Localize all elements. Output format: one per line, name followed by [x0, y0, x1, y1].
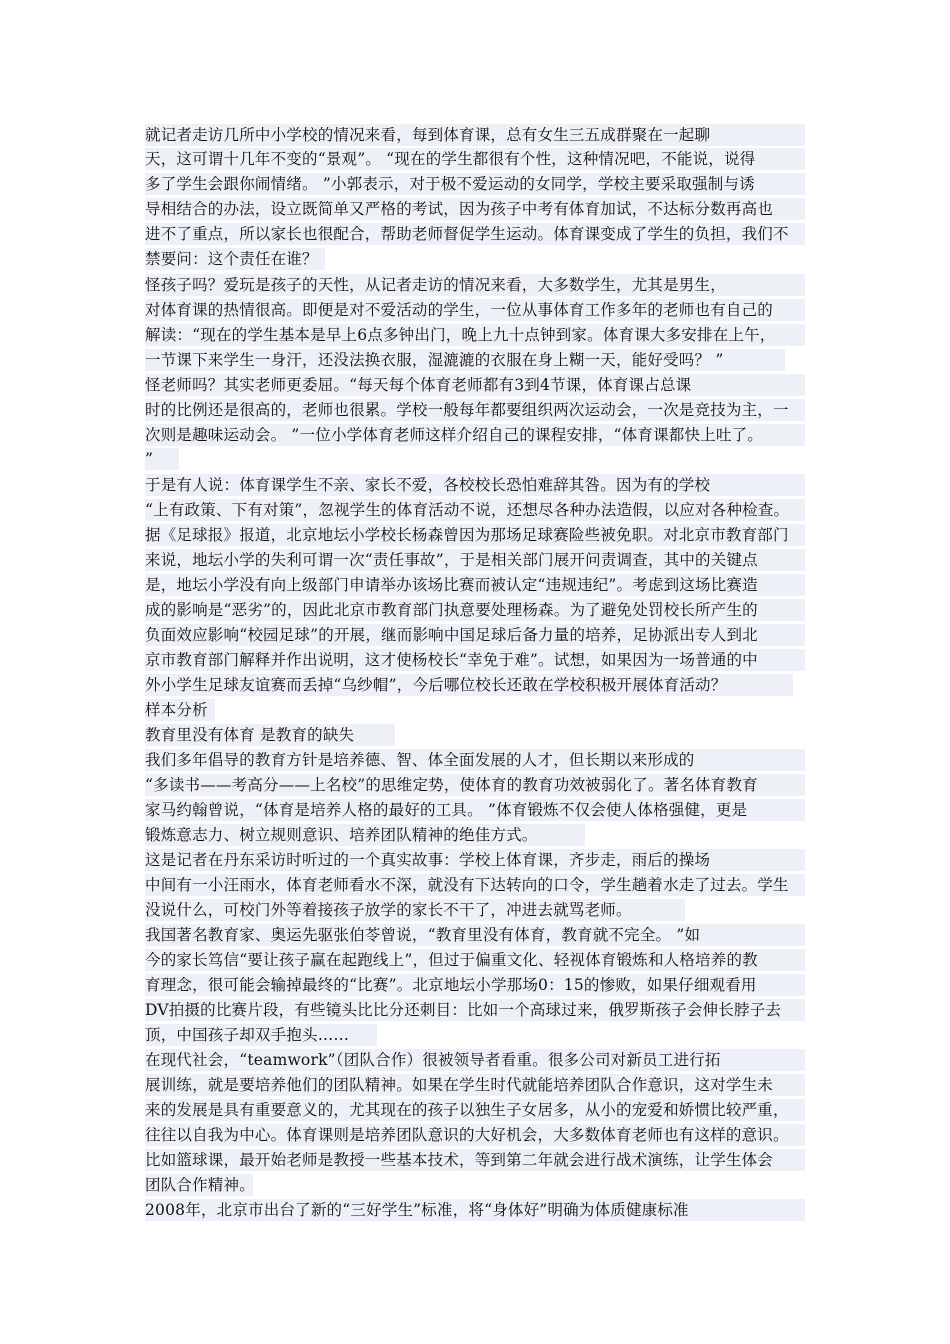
text-line: 来的发展是具有重要意义的，尤其现在的孩子以独生子女居多，从小的宠爱和娇惯比较严重， [145, 1099, 805, 1121]
text-line: 时的比例还是很高的，老师也很累。学校一般每年都要组织两次运动会，一次是竞技为主，一 [145, 399, 805, 421]
text-line: ” [145, 448, 179, 470]
text-line: 我国著名教育家、奥运先驱张伯苓曾说，“教育里没有体育，教育就不完全。 ”如 [145, 924, 805, 946]
text-line: 成的影响是“恶劣”的，因此北京市教育部门执意要处理杨森。为了避免处罚校长所产生的 [145, 599, 805, 621]
text-line: 没说什么，可校门外等着接孩子放学的家长不干了，冲进去就骂老师。 [145, 899, 685, 921]
text-line: 展训练，就是要培养他们的团队精神。如果在学生时代就能培养团队合作意识，这对学生未 [145, 1074, 805, 1096]
text-line: “上有政策、下有对策”，忽视学生的体育活动不说，还想尽各种办法造假，以应对各种检查。 [145, 499, 805, 521]
text-line: 来说，地坛小学的失利可谓一次“责任事故”，于是相关部门展开问责调查，其中的关键点 [145, 549, 805, 571]
text-line: 次则是趣味运动会。 ”一位小学体育老师这样介绍自己的课程安排，“体育课都快上吐了。 [145, 424, 805, 446]
text-line: 对体育课的热情很高。即便是对不爱活动的学生，一位从事体育工作多年的老师也有自己的 [145, 299, 805, 321]
text-line: 育理念，很可能会输掉最终的“比赛”。北京地坛小学那场0：15的惨败，如果仔细观看用 [145, 974, 805, 996]
text-line: 负面效应影响“校园足球”的开展，继而影响中国足球后备力量的培养，足协派出专人到北 [145, 624, 805, 646]
text-line: 2008年，北京市出台了新的“三好学生”标准，将“身体好”明确为体质健康标准 [145, 1199, 805, 1221]
text-line: 外小学生足球友谊赛而丢掉“乌纱帽”，今后哪位校长还敢在学校积极开展体育活动？ [145, 674, 793, 696]
text-line: 锻炼意志力、树立规则意识、培养团队精神的绝佳方式。 [145, 824, 585, 846]
text-line: 我们多年倡导的教育方针是培养德、智、体全面发展的人才，但长期以来形成的 [145, 749, 805, 771]
text-line: 于是有人说：体育课学生不亲、家长不爱，各校校长恐怕难辞其咎。因为有的学校 [145, 474, 805, 496]
text-line: 一节课下来学生一身汗，还没法换衣服，湿漉漉的衣服在身上糊一天，能好受吗？ ” [145, 349, 785, 371]
section-heading: 样本分析 [145, 699, 215, 721]
text-line: 据《足球报》报道，北京地坛小学校长杨森曾因为那场足球赛险些被免职。对北京市教育部门 [145, 524, 805, 546]
text-line: 家马约翰曾说，“体育是培养人格的最好的工具。 ”体育锻炼不仅会使人体格强健，更是 [145, 799, 805, 821]
text-line: 怪孩子吗？爱玩是孩子的天性，从记者走访的情况来看，大多数学生，尤其是男生， [145, 274, 805, 296]
text-line: 中间有一小汪雨水，体育老师看水不深，就没有下达转向的口令，学生趟着水走了过去。学生 [145, 874, 805, 896]
text-line: 多了学生会跟你闹情绪。 ”小郭表示，对于极不爱运动的女同学，学校主要采取强制与诱 [145, 173, 805, 195]
text-line: 是，地坛小学没有向上级部门申请举办该场比赛而被认定“违规违纪”。考虑到这场比赛造 [145, 574, 805, 596]
text-line: 顶，中国孩子却双手抱头…… [145, 1024, 377, 1046]
section-heading: 教育里没有体育 是教育的缺失 [145, 724, 395, 746]
text-line: 今的家长笃信“要让孩子赢在起跑线上”，但过于偏重文化、轻视体育锻炼和人格培养的教 [145, 949, 805, 971]
text-line: 这是记者在丹东采访时听过的一个真实故事：学校上体育课，齐步走，雨后的操场 [145, 849, 805, 871]
text-line: 就记者走访几所中小学校的情况来看，每到体育课，总有女生三五成群聚在一起聊 [145, 124, 805, 146]
text-line: DV拍摄的比赛片段，有些镜头比比分还刺目：比如一个高球过来，俄罗斯孩子会伸长脖子去 [145, 999, 805, 1021]
text-line: 导相结合的办法，设立既简单又严格的考试，因为孩子中考有体育加试，不达标分数再高也 [145, 198, 805, 220]
text-line: 比如篮球课，最开始老师是教授一些基本技术，等到第二年就会进行战术演练，让学生体会 [145, 1149, 805, 1171]
text-line: 解读：“现在的学生基本是早上6点多钟出门，晚上九十点钟到家。体育课大多安排在上午， [145, 324, 805, 346]
text-line: 团队合作精神。 [145, 1176, 255, 1194]
text-line: “多读书——考高分——上名校”的思维定势，使体育的教育功效被弱化了。著名体育教育 [145, 774, 805, 796]
text-line: 京市教育部门解释并作出说明，这才使杨校长“幸免于难”。试想，如果因为一场普通的中 [145, 649, 805, 671]
text-line: 禁要问：这个责任在谁？ [145, 248, 325, 270]
text-line: 天，这可谓十几年不变的“景观”。 “现在的学生都很有个性，这种情况吧，不能说，说得 [145, 148, 805, 170]
text-line: 在现代社会，“teamwork”（团队合作）很被领导者看重。很多公司对新员工进行拓 [145, 1049, 805, 1071]
text-line: 怪老师吗？其实老师更委屈。“每天每个体育老师都有3到4节课，体育课占总课 [145, 374, 805, 396]
text-line: 进不了重点，所以家长也很配合，帮助老师督促学生运动。体育课变成了学生的负担，我们不 [145, 223, 805, 245]
text-line: 往往以自我为中心。体育课则是培养团队意识的大好机会，大多数体育老师也有这样的意识。 [145, 1124, 805, 1146]
